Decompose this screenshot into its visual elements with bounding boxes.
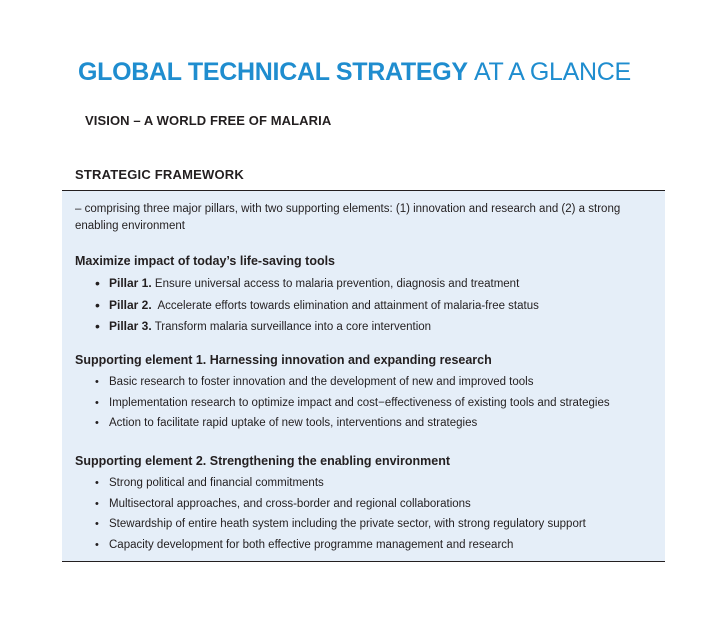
supporting-element-1-list: [75, 372, 655, 434]
pillar-item: [75, 295, 655, 317]
page-title-bold: GLOBAL TECHNICAL STRATEGY: [78, 58, 468, 86]
pillars-heading: Maximize impact of today’s life-saving tools: [75, 254, 336, 268]
list-item: • Action to facilitate rapid uptake of new tools, interventions and strategies: [75, 413, 655, 434]
framework-intro: – comprising three major pillars, with two supporting elements: (1) innovation and research and (2) a strong enabling environment: [75, 203, 621, 232]
pillars-section: [75, 253, 655, 338]
list-item: • Strong political and financial commitments: [75, 473, 655, 494]
pillar-item: [75, 316, 655, 338]
pillar-text: Accelerate efforts towards elimination and attainment of malaria-free status: [157, 299, 539, 312]
list-item: • Stewardship of entire heath system including the private sector, with strong regulatory support: [75, 514, 655, 535]
page-title-light: AT A GLANCE: [473, 58, 631, 86]
pillar-label: Pillar 3.: [109, 319, 152, 333]
pillar-text: Transform malaria surveillance into a core intervention: [154, 321, 432, 333]
pillar-label: Pillar 1.: [109, 276, 152, 290]
pillar-label: Pillar 2.: [109, 297, 152, 312]
list-item: • Multisectoral approaches, and cross-border and regional collaborations: [75, 494, 655, 515]
strategic-framework-box: [62, 190, 665, 562]
supporting-element-2-list: [75, 473, 655, 555]
vision-statement: VISION – A WORLD FREE OF MALARIA: [85, 113, 332, 128]
supporting-element-1-heading: Supporting element 1. Harnessing innovation and expanding research: [75, 353, 492, 367]
pillars-list: [75, 273, 655, 338]
supporting-element-1-section: [75, 352, 655, 434]
list-item: • Basic research to foster innovation and the development of new and improved tools: [75, 372, 655, 393]
list-item: • Implementation research to optimize impact and cost−effectiveness of existing tools and strategies: [75, 393, 655, 414]
supporting-element-2-heading: Supporting element 2. Strengthening the enabling environment: [75, 454, 451, 468]
list-item: • Capacity development for both effective programme management and research: [75, 535, 655, 556]
framework-heading: STRATEGIC FRAMEWORK: [75, 167, 244, 182]
page-title: [78, 56, 631, 88]
pillar-item: [75, 273, 655, 295]
pillar-text: Ensure universal access to malaria prevention, diagnosis and treatment: [154, 278, 520, 290]
supporting-element-2-section: [75, 453, 655, 555]
